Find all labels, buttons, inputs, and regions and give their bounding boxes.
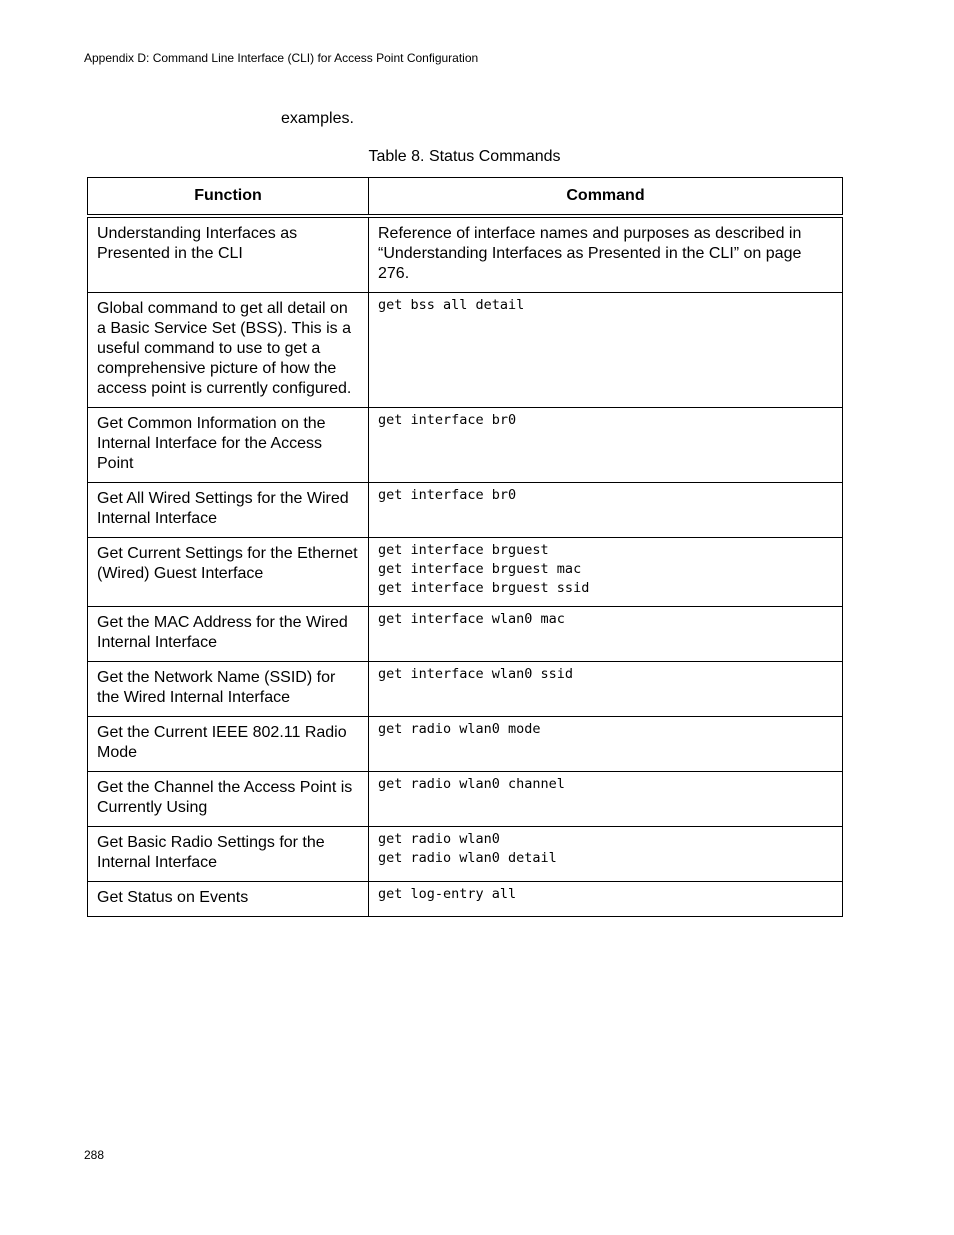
column-header-command: Command (369, 178, 843, 217)
table-row (88, 483, 843, 538)
command-line: get bss all detail (378, 297, 525, 313)
command-cell (369, 538, 843, 607)
page-number: 288 (84, 1148, 105, 1162)
status-commands-table (87, 177, 843, 917)
function-cell: Get the Network Name (SSID) for the Wired Internal Interface (88, 662, 369, 717)
table-row (88, 293, 843, 408)
function-cell: Get the MAC Address for the Wired Internal Interface (88, 607, 369, 662)
command-cell (369, 662, 843, 717)
command-line: get interface br0 (378, 412, 517, 428)
command-line: get radio wlan0 detail (378, 850, 557, 866)
function-cell: Global command to get all detail on a Basic Service Set (BSS). This is a useful command to use to get a comprehensive picture of how the access point is currently configured. (88, 293, 369, 408)
function-cell: Get the Current IEEE 802.11 Radio Mode (88, 717, 369, 772)
command-line: get interface br0 (378, 487, 517, 503)
command-cell (369, 408, 843, 483)
command-line: get interface wlan0 ssid (378, 666, 574, 682)
command-cell (369, 293, 843, 408)
function-cell: Get the Channel the Access Point is Currently Using (88, 772, 369, 827)
function-cell: Get Current Settings for the Ethernet (Wired) Guest Interface (88, 538, 369, 607)
table-caption: Table 8. Status Commands (368, 148, 561, 165)
command-cell (369, 483, 843, 538)
command-cell (369, 772, 843, 827)
table-header-row (88, 178, 843, 217)
command-line: get interface brguest ssid (378, 580, 590, 596)
command-line: get radio wlan0 channel (378, 776, 565, 792)
table-row (88, 607, 843, 662)
command-line: get interface brguest (378, 542, 549, 558)
table-row (88, 827, 843, 882)
function-cell: Get Common Information on the Internal Interface for the Access Point (88, 408, 369, 483)
command-cell (369, 882, 843, 917)
table-row (88, 882, 843, 917)
table-row (88, 772, 843, 827)
table-body (88, 216, 843, 917)
command-line: get log-entry all (378, 886, 517, 902)
command-line: get interface wlan0 mac (378, 611, 565, 627)
function-cell: Get All Wired Settings for the Wired Internal Interface (88, 483, 369, 538)
command-cell (369, 607, 843, 662)
function-cell: Get Status on Events (88, 882, 369, 917)
column-header-function: Function (88, 178, 369, 217)
command-cell (369, 717, 843, 772)
command-line: get radio wlan0 mode (378, 721, 541, 737)
command-line: get interface brguest mac (378, 561, 582, 577)
table-row (88, 662, 843, 717)
table-row (88, 538, 843, 607)
function-cell: Get Basic Radio Settings for the Internal Interface (88, 827, 369, 882)
running-header: Appendix D: Command Line Interface (CLI) for Access Point Configuration (84, 51, 479, 65)
command-description: Reference of interface names and purposes as described in “Understanding Interfaces as Presented in the CLI” on page 276. (378, 225, 802, 282)
function-cell: Understanding Interfaces as Presented in the CLI (88, 216, 369, 293)
table-row (88, 216, 843, 293)
command-cell (369, 216, 843, 293)
command-cell (369, 827, 843, 882)
command-line: get radio wlan0 (378, 831, 500, 847)
intro-text: examples. (281, 110, 354, 127)
table-row (88, 717, 843, 772)
table-row (88, 408, 843, 483)
